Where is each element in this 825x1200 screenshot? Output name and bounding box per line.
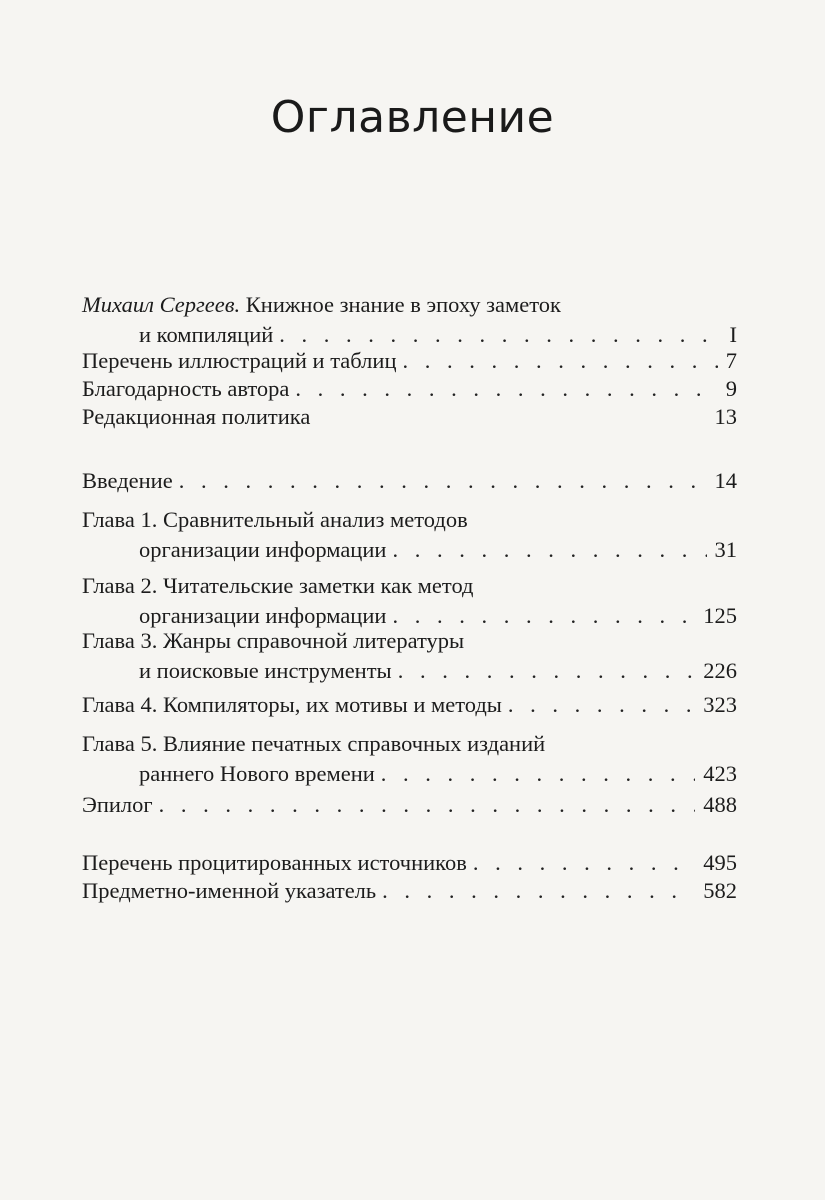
- dot-leader: [398, 656, 696, 686]
- toc-entry-introduction[interactable]: [82, 466, 737, 496]
- dot-leader: [392, 535, 706, 565]
- toc-entry-page: 488: [703, 792, 737, 817]
- toc-entry-title: Книжное знание в эпоху заметок: [245, 292, 561, 317]
- toc-entry-title: Глава 3. Жанры справочной литературы: [82, 628, 465, 653]
- toc-entry-title: Эпилог: [82, 792, 153, 817]
- toc-entry-title: Благодарность автора: [82, 376, 290, 401]
- dot-leader: [179, 466, 707, 496]
- toc-entry-page: 423: [703, 761, 737, 786]
- toc-entry-bibliography[interactable]: [82, 848, 737, 878]
- toc-entry-title: Глава 1. Сравнительный анализ методов: [82, 507, 468, 532]
- toc-entry-page: 13: [714, 404, 737, 429]
- toc-entry-title: Перечень иллюстраций и таблиц: [82, 348, 397, 373]
- toc-entry-page: 125: [703, 603, 737, 628]
- dot-leader: [402, 346, 717, 376]
- toc-entry-page: 226: [703, 658, 737, 683]
- toc-entry-title-continued: и компиляций: [139, 322, 274, 347]
- dot-leader: [508, 690, 695, 720]
- toc-entry-title: Предметно-именной указатель: [82, 878, 377, 903]
- toc-entry-chapter-2[interactable]: [82, 571, 737, 631]
- toc-entry-page: 9: [725, 376, 737, 401]
- toc-entry-page: 495: [703, 850, 737, 875]
- page-title: Оглавление: [270, 92, 555, 143]
- dot-leader: [159, 790, 696, 820]
- toc-entry-title: Перечень процитированных источников: [82, 850, 467, 875]
- dot-leader: [473, 848, 695, 878]
- toc-entry-foreword[interactable]: [82, 290, 737, 350]
- toc-entry-page: 323: [703, 692, 737, 717]
- toc-entry-author: Михаил Сергеев.: [82, 292, 241, 317]
- toc-entry-page: I: [729, 322, 737, 347]
- toc-entry-title-continued: организации информации: [139, 537, 387, 562]
- toc-entry-editorial-policy[interactable]: [82, 402, 737, 432]
- toc-entry-title: Введение: [82, 468, 173, 493]
- toc-entry-epilogue[interactable]: [82, 790, 737, 820]
- toc-entry-title-continued: организации информации: [139, 603, 387, 628]
- toc-entry-title: Редакционная политика: [82, 404, 311, 429]
- toc-entry-chapter-5[interactable]: [82, 729, 737, 789]
- toc-entry-title-continued: раннего Нового времени: [139, 761, 375, 786]
- toc-entry-page: 582: [703, 878, 737, 903]
- toc-entry-title: Глава 5. Влияние печатных справочных изданий: [82, 731, 546, 756]
- toc-entry-chapter-1[interactable]: [82, 505, 737, 565]
- dot-leader: [382, 876, 695, 906]
- toc-entry-page: 7: [725, 348, 737, 373]
- toc-entry-title: Глава 2. Читательские заметки как метод: [82, 573, 474, 598]
- toc-entry-illustrations[interactable]: [82, 346, 737, 376]
- dot-leader: [381, 759, 695, 789]
- toc-entry-index[interactable]: [82, 876, 737, 906]
- toc-entry-acknowledgements[interactable]: [82, 374, 737, 404]
- toc-entry-title: Глава 4. Компиляторы, их мотивы и методы: [82, 692, 502, 717]
- toc-entry-chapter-3[interactable]: [82, 626, 737, 686]
- toc-entry-title-continued: и поисковые инструменты: [139, 658, 392, 683]
- dot-leader: [295, 374, 717, 404]
- toc-entry-chapter-4[interactable]: [82, 690, 737, 720]
- toc-entry-page: 14: [714, 468, 737, 493]
- toc-entry-page: 31: [714, 537, 737, 562]
